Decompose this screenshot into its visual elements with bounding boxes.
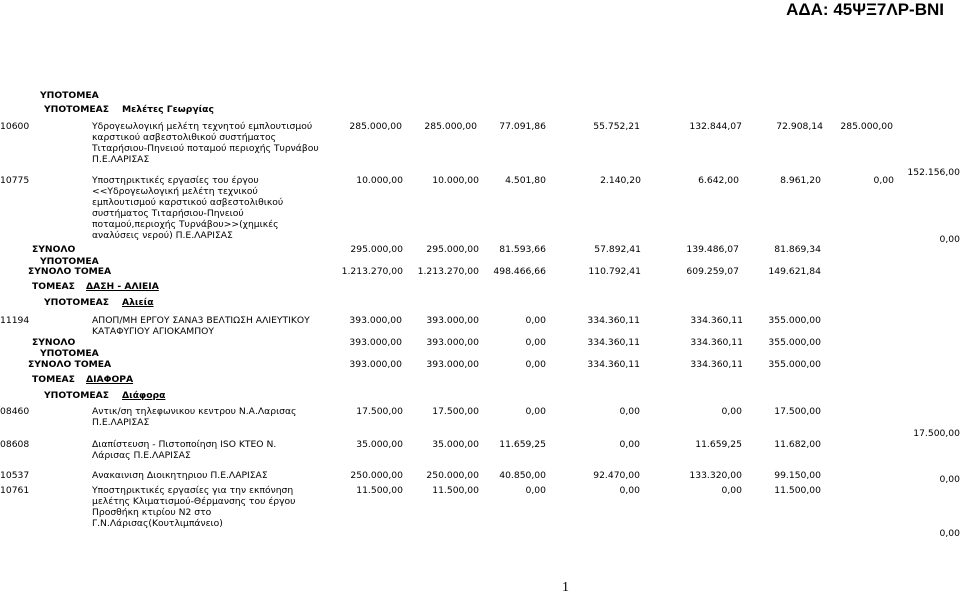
row-10761-v4: 0,00 [619,485,640,496]
synolo-tomea-1-v1: 1.213.270,00 [341,266,403,277]
row-10537-v3: 40.850,00 [499,470,546,481]
row-10537-desc: Ανακαινιση Διοικητηριου Π.Ε.ΛΑΡΙΣΑΣ [92,470,268,481]
row-11194-desc: ΑΠΟΠ/ΜΗ ΕΡΓΟΥ ΣΑΝΑ3 ΒΕΛΤΙΩΣΗ ΑΛΙΕΥΤΙΚΟΥ ΚΑΤΑΦΥΓΙΟΥ ΑΓΙΟΚΑΜΠΟΥ [92,315,310,337]
synolo-2-v5: 334.360,11 [690,337,743,348]
row-10775-v5: 6.642,00 [698,175,739,186]
synolo-1-v2: 295.000,00 [426,244,479,255]
row-10600-desc: Υδρογεωλογική μελέτη τεχνητού εμπλουτισμού καρστικού ασβεστολιθικού συστήματος Τιταρήσιου-Πηνειού ποταμού περιοχής Τυρνάβου Π.Ε.ΛΑΡΙΣΑΣ [92,121,319,165]
row-08608-v5: 11.659,25 [695,439,742,450]
row-10761-v2: 11.500,00 [432,485,479,496]
tomeas-diafora-value: ΔΙΑΦΟΡΑ [86,374,134,385]
synolo-1-v5: 139.486,07 [686,244,739,255]
row-10600-v3: 77.091,86 [499,121,546,132]
row-10775-v3: 4.501,80 [505,175,546,186]
tomeas-dasi-value: ΔΑΣΗ - ΑΛΙΕΙΑ [86,281,159,292]
row-10761-desc: Υποστηρικτικές εργασίες για την εκπόνηση μελέτης Κλιματισμού-Θέρμανσης του έργου Προσθήκη κτιρίου Ν2 στο Γ.Ν.Λάρισας(Κουτλιμπάνειο) [92,485,296,529]
page-number: 1 [562,580,569,595]
row-10537-v1: 250.000,00 [350,470,403,481]
synolo-1-v1: 295.000,00 [350,244,403,255]
row-10775-v4: 2.140,20 [600,175,641,186]
row-11194-v6: 355.000,00 [768,315,821,326]
synolo-tomea-1-v6: 149.621,84 [768,266,821,277]
synolo-tomea-1-v2: 1.213.270,00 [417,266,479,277]
synolo-tomea-2-v3: 0,00 [525,359,546,370]
row-08460-v4: 0,00 [619,406,640,417]
ypotomeas-alieia-label: ΥΠΟΤΟΜΕΑΣ [44,297,110,308]
row-08460-desc: Αντικ/ση τηλεφωνικου κεντρου Ν.Α.Λαρισας Π.Ε.ΛΑΡΙΣΑΣ [92,406,297,428]
row-10537-v4: 92.470,00 [593,470,640,481]
row-11194-code: 11194 [0,315,30,326]
tomeas-dasi-label: ΤΟΜΕΑΣ [32,281,75,292]
row-08608-v4: 0,00 [619,439,640,450]
row-10537-code: 10537 [0,470,30,481]
row-08608-v1: 35.000,00 [356,439,403,450]
synolo-2-v6: 355.000,00 [768,337,821,348]
row-10775-v2: 10.000,00 [432,175,479,186]
synolo-2-v3: 0,00 [525,337,546,348]
section-heading-title: Μελέτες Γεωργίας [122,104,214,115]
synolo-tomea-2-v6: 355.000,00 [768,359,821,370]
synolo-1-v4: 57.892,41 [594,244,641,255]
row-10537-v5: 133.320,00 [689,470,742,481]
synolo-tomea-1-v4: 110.792,41 [588,266,641,277]
synolo-1-label2: ΥΠΟΤΟΜΕΑ [40,256,99,267]
far-right-17500: 17.500,00 [913,428,960,439]
row-08608-v3: 11.659,25 [499,439,546,450]
synolo-2-v1: 393.000,00 [349,337,402,348]
synolo-2-label: ΣΥΝΟΛΟ [32,337,76,348]
synolo-2-label2: ΥΠΟΤΟΜΕΑ [40,348,99,359]
row-10775-code: 10775 [0,175,30,186]
row-08460-v1: 17.500,00 [356,406,403,417]
synolo-2-v4: 334.360,11 [587,337,640,348]
tomeas-diafora-label: ΤΟΜΕΑΣ [32,374,75,385]
row-10761-v5: 0,00 [721,485,742,496]
row-10775-v7: 0,00 [873,175,894,186]
far-right-0-c: 0,00 [939,528,960,539]
synolo-tomea-1-label: ΣΥΝΟΛΟ ΤΟΜΕΑ [28,266,112,277]
section-heading-ypotomea: ΥΠΟΤΟΜΕΑ [40,90,99,101]
far-right-0-b: 0,00 [939,474,960,485]
synolo-2-v2: 393.000,00 [426,337,479,348]
synolo-tomea-1-v5: 609.259,07 [686,266,739,277]
row-10600-code: 10600 [0,121,30,132]
row-10600-v5: 132.844,07 [689,121,742,132]
far-right-0-a: 0,00 [939,234,960,245]
row-08608-desc: Διαπίστευση - Πιστοποίηση ISO ΚΤΕΟ Ν. Λάρισας Π.Ε.ΛΑΡΙΣΑΣ [92,439,277,461]
row-10761-v1: 11.500,00 [356,485,403,496]
synolo-tomea-2-v2: 393.000,00 [426,359,479,370]
row-08460-v5: 0,00 [721,406,742,417]
row-08460-v2: 17.500,00 [432,406,479,417]
row-11194-v3: 0,00 [525,315,546,326]
row-08608-v6: 11.682,00 [774,439,821,450]
section-heading-ypotomeas: ΥΠΟΤΟΜΕΑΣ [44,104,110,115]
ypotomeas-diafora-value: Διάφορα [122,390,166,401]
row-10537-v6: 99.150,00 [774,470,821,481]
far-right-152156: 152.156,00 [907,167,960,178]
row-10775-v1: 10.000,00 [356,175,403,186]
row-10761-code: 10761 [0,485,30,496]
row-08460-v3: 0,00 [525,406,546,417]
synolo-tomea-2-v1: 393.000,00 [349,359,402,370]
row-08460-code: 08460 [0,406,30,417]
row-10537-v2: 250.000,00 [426,470,479,481]
row-10761-v3: 0,00 [525,485,546,496]
row-11194-v5: 334.360,11 [690,315,743,326]
row-10600-v6: 72.908,14 [776,121,823,132]
row-08608-code: 08608 [0,439,30,450]
synolo-tomea-2-v4: 334.360,11 [587,359,640,370]
row-08460-v6: 17.500,00 [774,406,821,417]
synolo-tomea-2-v5: 334.360,11 [690,359,743,370]
row-10775-desc: Υποστηρικτικές εργασίες του έργου <<Υδρογεωλογική μελέτη τεχνικού εμπλουτισμού καρστικού ασβεστολιθικού συστήματος Τιταρήσιου-Πηνειού ποταμού,περιοχής Τυρνάβου>>(χημικές αναλύσεις νερού) Π.Ε.ΛΑΡΙΣΑΣ [92,175,284,241]
synolo-1-v3: 81.593,66 [499,244,546,255]
row-10775-v6: 8.961,20 [780,175,821,186]
row-10761-v6: 11.500,00 [774,485,821,496]
row-10600-v1: 285.000,00 [349,121,402,132]
synolo-1-label: ΣΥΝΟΛΟ [32,244,76,255]
row-11194-v4: 334.360,11 [587,315,640,326]
row-11194-v2: 393.000,00 [426,315,479,326]
row-11194-v1: 393.000,00 [349,315,402,326]
row-10600-v4: 55.752,21 [593,121,640,132]
ypotomeas-alieia-value: Αλιεία [122,297,154,308]
row-08608-v2: 35.000,00 [432,439,479,450]
synolo-1-v6: 81.869,34 [774,244,821,255]
row-10600-v2: 285.000,00 [424,121,477,132]
ypotomeas-diafora-label: ΥΠΟΤΟΜΕΑΣ [44,390,110,401]
ada-header: ΑΔΑ: 45ΨΞ7ΛΡ-ΒΝΙ [786,0,944,19]
row-10600-v7: 285.000,00 [840,121,893,132]
synolo-tomea-1-v3: 498.466,66 [493,266,546,277]
synolo-tomea-2-label: ΣΥΝΟΛΟ ΤΟΜΕΑ [28,359,112,370]
